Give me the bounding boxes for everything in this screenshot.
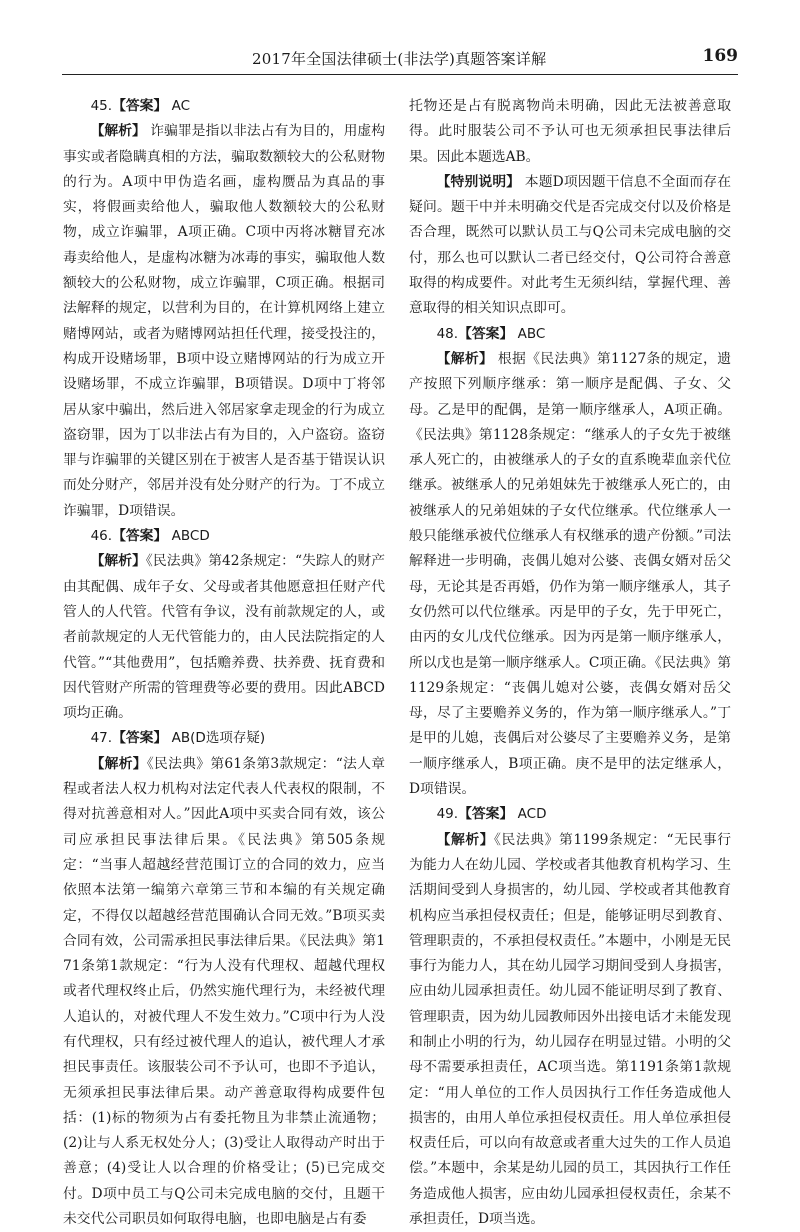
answer-label: 【答案】	[458, 325, 514, 342]
question-number: 49.	[436, 806, 459, 823]
explanation-text: 《民法典》第1199条规定：“无民事行为能力人在幼儿园、学校或者其他教育机构学习、生活期间受到人身损害的，幼儿园、学校或者其他教育机构应当承担侵权责任；但是，能够证明尽到教育、管理职责的，不承担侵权责任。”本题中，小刚是无民事行为能力人，其在幼儿园学习期间受到人身损害，应由幼儿园承担责任。幼儿园不能证明尽到了教育、管理职责，因为幼儿园教师因外出接电话才未能发现和制止小明的行为，幼儿园存在明显过错。小明的父母不需要承担责任，AC项当选。第1191条第1款规定：“用人单位的工作人员因执行工作任务造成他人损害的，由用人单位承担侵权责任。用人单位承担侵权责任后，可以向有故意或者重大过失的工作人员追偿。”本题中，余某是幼儿园的员工，其因执行工作任务造成他人损害，应由幼儿园承担侵权责任，余某不承担责任，D项当选。	[409, 831, 732, 1228]
answer-label: 【答案】	[112, 730, 168, 747]
explanation-label: 【解析】	[436, 350, 494, 367]
explanation-47	[63, 752, 385, 1232]
right-column	[409, 94, 731, 1232]
answer-45	[63, 94, 385, 119]
question-number: 48.	[436, 325, 459, 342]
explanation-47-continued: 托物还是占有脱离物尚未明确，因此无法被善意取得。此时服装公司不予认可也无须承担民事法律后果。因此本题选AB。	[409, 98, 731, 165]
explanation-text: 诈骗罪是指以非法占有为目的，用虚构事实或者隐瞒真相的方法，骗取数额较大的公私财物的行为。A项中甲伪造名画，虚构赝品为真品的事实，将假画卖给他人，骗取他人数额较大的公私财物，成立诈骗罪，A项正确。C项中丙将冰糖冒充冰毒卖给他人，是虚构冰糖为冰毒的事实，骗取他人数额较大的公私财物，成立诈骗罪，C项正确。根据司法解释的规定，以营利为目的，在计算机网络上建立赌博网站，或者为赌博网站担任代理，接受投注的，构成开设赌场罪，B项中设立赌博网站的行为成立开设赌场罪，不成立诈骗罪，B项错误。D项中丁将邻居从家中骗出，然后进入邻居家拿走现金的行为成立盗窃罪，因为丁以非法占有为目的，入户盗窃。盗窃罪与诈骗罪的关键区别在于被害人是否基于错误认识而处分财产，邻居并没有处分财产的行为。丁不成立诈骗罪，D项错误。	[63, 123, 386, 519]
answer-46	[63, 524, 385, 549]
special-note-text: 本题D项因题干信息不全面而存在疑问。题干中并未明确交代是否完成交付以及价格是否合理，既然可以默认员工与Q公司未完成电脑的交付，那么也可以默认二者已经交付，Q公司符合善意取得的构成要件。对此考生无须纠结，掌握代理、善意取得的相关知识点即可。	[409, 173, 732, 317]
left-column	[63, 94, 385, 1232]
header-rule	[62, 74, 738, 75]
explanation-46	[63, 549, 385, 726]
header-title: 2017年全国法律硕士(非法学)真题答案详解	[252, 50, 547, 68]
explanation-49	[409, 828, 731, 1232]
explanation-label: 【解析】	[436, 831, 495, 848]
explanation-48	[409, 347, 731, 802]
explanation-45	[63, 119, 385, 524]
question-number: 45.	[90, 98, 113, 114]
explanation-text: 《民法典》第42条规定：“失踪人的财产由其配偶、成年子女、父母或者其他愿意担任财产代管人的人代管。代管有争议，没有前款规定的人，或者前款规定的人无代管能力的，由人民法院指定的人代管。”“其他费用”，包括赡养费、扶养费、抚育费和因代管财产所需的管理费等必要的费用。因此ABCD项均正确。	[63, 553, 386, 722]
explanation-label: 【解析】	[90, 755, 147, 772]
answer-value: ABC	[517, 325, 546, 342]
answer-value: AB(D选项存疑)	[171, 730, 266, 747]
answer-label: 【答案】	[458, 806, 514, 823]
page-number: 169	[702, 46, 738, 66]
explanation-text: 根据《民法典》第1127条的规定，遗产按照下列顺序继承：第一顺序是配偶、子女、父母。乙是甲的配偶，是第一顺序继承人，A项正确。《民法典》第1128条规定：“继承人的子女先于被继承人死亡的，由被继承人的子女的直系晚辈血亲代位继承。被继承人的兄弟姐妹先于被继承人死亡的，由被继承人的兄弟姐妹的子女代位继承。代位继承人一般只能继承被代位继承人有权继承的遗产份额。”司法解释进一步明确，丧偶儿媳对公婆、丧偶女婿对岳父母，无论其是否再婚，仍作为第一顺序继承人，其子女仍然可以代位继承。丙是甲的子女，先于甲死亡，由丙的女儿戊代位继承。因为丙是第一顺序继承人，所以戊也是第一顺序继承人。C项正确。《民法典》第1129条规定：“丧偶儿媳对公婆，丧偶女婿对岳父母，尽了主要赡养义务的，作为第一顺序继承人。”丁是甲的儿媳，丧偶后对公婆尽了主要赡养义务，是第一顺序继承人，B项正确。庚不是甲的法定继承人，D项错误。	[409, 350, 731, 798]
question-number: 46.	[90, 528, 113, 545]
running-header	[62, 34, 738, 80]
answer-value: AC	[171, 98, 191, 114]
question-number: 47.	[90, 730, 113, 747]
answer-label: 【答案】	[112, 98, 168, 114]
special-note-label: 【特别说明】	[436, 173, 521, 190]
answer-48	[409, 322, 731, 347]
answer-value: ACD	[517, 806, 547, 823]
explanation-label: 【解析】	[90, 123, 146, 140]
explanation-label: 【解析】	[90, 553, 146, 570]
answer-label: 【答案】	[112, 528, 168, 545]
answer-49	[409, 802, 731, 827]
special-note	[409, 170, 731, 322]
explanation-text: 《民法典》第61条第3款规定：“法人章程或者法人权力机构对法定代表人代表权的限制，不得对抗善意相对人。”因此A项中买卖合同有效，该公司应承担民事法律后果。《民法典》第505条规定：“当事人超越经营范围订立的合同的效力，应当依照本法第一编第六章第三节和本编的有关规定确定，不得仅以超越经营范围确认合同无效。”B项买卖合同有效，公司需承担民事法律后果。《民法典》第171条第1款规定：“行为人没有代理权、超越代理权或者代理权终止后，仍然实施代理行为，未经被代理人追认的，对被代理人不发生效力。”C项中行为人没有代理权，只有经过被代理人的追认，被代理人才承担民事责任。该服装公司不予认可，也即不予追认，无须承担民事法律后果。动产善意取得构成要件包括：(1)标的物须为占有委托物且为非禁止流通物；(2)让与人系无权处分人；(3)受让人取得动产时出于善意；(4)受让人以合理的价格受让；(5)已完成交付。D项中员工与Q公司未完成电脑的交付，且题干未交代公司职员如何取得电脑，也即电脑是占有委	[63, 755, 385, 1228]
answer-value: ABCD	[171, 528, 210, 545]
answer-47	[63, 726, 385, 751]
